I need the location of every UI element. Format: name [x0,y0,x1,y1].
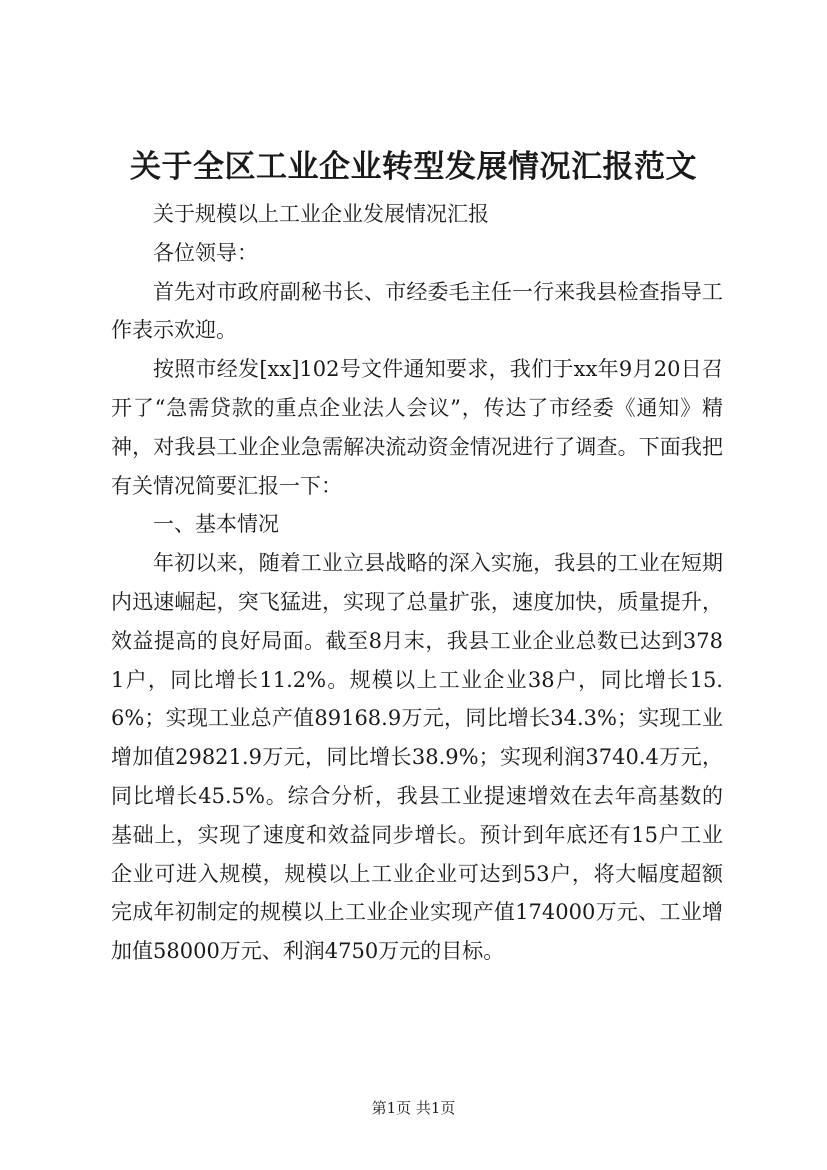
subtitle-paragraph: 关于规模以上工业企业发展情况汇报 [153,202,489,226]
salutation-paragraph: 各位领导： [153,240,258,265]
page-footer: 第1页 共1页 [371,1099,456,1117]
section-heading: 一、基本情况 [153,512,279,537]
background-paragraph: 按照市经发[xx]102号文件通知要求，我们于xx年9月20日召开了“急需贷款的重点企业法人会议”，传达了市经委《通知》精神，对我县工业企业急需解决流动资金情况进行了调查。下面我把有关情况简要汇报一下： [111,357,723,498]
document-title: 关于全区工业企业转型发展情况汇报范文 [130,149,697,185]
document-body [111,195,723,971]
welcome-paragraph: 首先对市政府副秘书长、市经委毛主任一行来我县检查指导工作表示欢迎。 [111,279,723,343]
basic-situation-paragraph: 年初以来，随着工业立县战略的深入实施，我县的工业在短期内迅速崛起，突飞猛进，实现了总量扩张，速度加快，质量提升，效益提高的良好局面。截至8月末，我县工业企业总数已达到3781户，同比增长11.2%。规模以上工业企业38户，同比增长15.6%；实现工业总产值89168.9万元，同比增长34.3%；实现工业增加值29821.9万元，同比增长38.9%；实现利润3740.4万元，同比增长45.5%。综合分析，我县工业提速增效在去年高基数的基础上，实现了速度和效益同步增长。预计到年底还有15户工业企业可进入规模，规模以上工业企业可达到53户，将大幅度超额完成年初制定的规模以上工业企业实现产值174000万元、工业增加值58000万元、利润4750万元的目标。 [111,551,723,964]
